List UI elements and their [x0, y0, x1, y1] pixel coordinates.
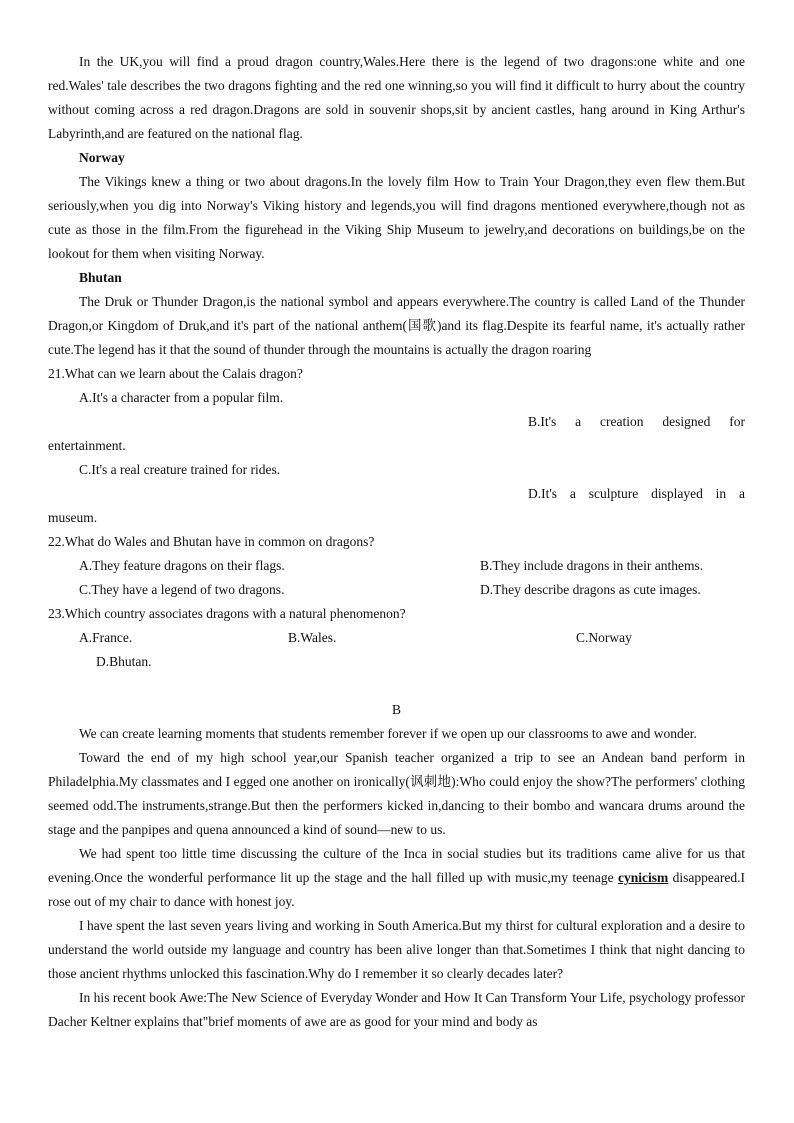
paragraph-b-3-end: disappeared.I rose out of my chair to dance with honest joy. [48, 870, 745, 909]
exam-page [48, 50, 745, 1034]
question-22-options-row-1 [48, 554, 745, 578]
question-23-options-row-1 [48, 626, 745, 650]
highlighted-word-cynicism: cynicism [618, 870, 669, 885]
question-21: 21.What can we learn about the Calais dragon? [48, 366, 303, 381]
question-22: 22.What do Wales and Bhutan have in common on dragons? [48, 534, 375, 549]
option-21-d: D.It's a sculpture displayed in a museum. [48, 486, 745, 525]
question-23: 23.Which country associates dragons with a natural phenomenon? [48, 606, 406, 621]
option-21-b-wrap [48, 410, 745, 458]
paragraph-b-1: We can create learning moments that students remember forever if we open up our classrooms to awe and wonder. [79, 726, 697, 741]
paragraph-wales: In the UK,you will find a proud dragon country,Wales.Here there is the legend of two dragons:one white and one red.Wales' tale describes the two dragons fighting and the red one winning,so you will find it difficult to hurry about the country without coming across a red dragon.Dragons are sold in souvenir shops,sit by ancient castles, hang around in King Arthur's Labyrinth,and are featured on the national flag. [48, 54, 745, 141]
option-23-b: B.Wales. [288, 630, 337, 645]
option-21-d-wrap [48, 482, 745, 530]
paragraph-bhutan: The Druk or Thunder Dragon,is the national symbol and appears everywhere.The country is called Land of the Thunder Dragon,or Kingdom of Druk,and it's part of the national anthem(国歌)and its flag.Despite its fearful name, it's actually rather cute.The legend has it that the sound of thunder through the mountains is actually the dragon roaring [48, 294, 745, 357]
option-22-b: B.They include dragons in their anthems. [480, 558, 704, 573]
question-22-options-row-2 [48, 578, 745, 602]
option-22-d: D.They describe dragons as cute images. [480, 582, 701, 597]
paragraph-norway: The Vikings knew a thing or two about dragons.In the lovely film How to Train Your Dragon,they even flew them.But seriously,when you dig into Norway's Viking history and legends,you will find dragons mentioned everywhere,though not as cute as those in the film.From the figurehead in the Viking Ship Museum to jewelry,and decorations on buildings,be on the lookout for them when visiting Norway. [48, 174, 745, 261]
option-22-a: A.They feature dragons on their flags. [79, 558, 285, 573]
paragraph-b-5: In his recent book Awe:The New Science of Everyday Wonder and How It Can Transform Your Life, psychology professor Dacher Keltner explains that"brief moments of awe are as good for your mind and body as [48, 990, 745, 1029]
heading-bhutan: Bhutan [79, 270, 122, 285]
option-22-c: C.They have a legend of two dragons. [79, 582, 285, 597]
paragraph-b-3-start: We had spent too little time discussing the culture of the Inca in social studies but its traditions came alive for us that evening.Once the wonderful performance lit up the stage and the hall filled up with music,my teenage [48, 846, 745, 885]
option-23-d: D.Bhutan. [96, 654, 152, 669]
question-21-options-row-1 [48, 386, 745, 410]
option-21-a: A.It's a character from a popular film. [79, 390, 284, 405]
heading-norway: Norway [79, 150, 125, 165]
option-23-c: C.Norway [576, 630, 632, 645]
paragraph-b-2: Toward the end of my high school year,our Spanish teacher organized a trip to see an Andean band perform in Philadelphia.My classmates and I egged one another on ironically(讽刺地):Who could enjoy the show?The performers' clothing seemed odd.The instruments,strange.But then the performers kicked in,dancing to their bombo and wancara drums around the stage and the panpipes and quena announced a kind of sound—new to us. [48, 750, 745, 837]
option-23-a: A.France. [79, 630, 133, 645]
option-21-b: B.It's a creation designed for entertainment. [48, 414, 745, 453]
question-23-options-row-2 [48, 650, 745, 674]
question-21-options-row-2 [48, 458, 745, 482]
paragraph-b-3 [48, 842, 745, 914]
section-title-b: B [391, 702, 401, 717]
option-21-c: C.It's a real creature trained for rides. [79, 462, 281, 477]
paragraph-b-4: I have spent the last seven years living and working in South America.But my thirst for cultural exploration and a desire to understand the world outside my language and country has been alive longer than that.Sometimes I think that night dancing to those ancient rhythms unlocked this fascination.Why do I remember it so clearly decades later? [48, 918, 745, 981]
